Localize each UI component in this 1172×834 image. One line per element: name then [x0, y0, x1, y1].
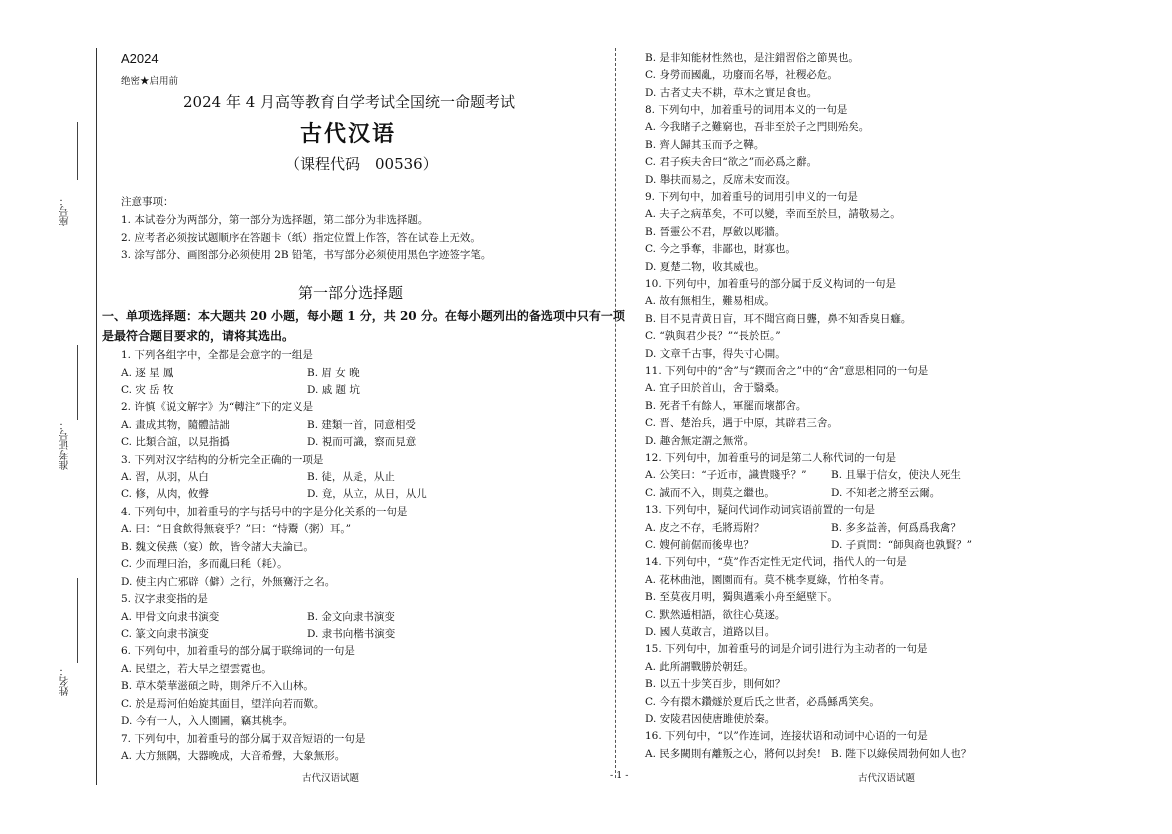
secret-mark: 绝密★启用前: [121, 76, 179, 87]
option-line: B. 多多益善，何爲爲我禽？: [831, 522, 961, 534]
option-line: D. 不知老之將至云爾。: [831, 487, 941, 499]
option-line: C. 灾 岳 牧: [121, 384, 174, 396]
option-line: D. 文章千古事，得失寸心開。: [645, 348, 786, 360]
question-line: 14. 下列句中，“莫”作否定性无定代词，指代人的一句是: [645, 556, 907, 568]
exam-title: 2024 年 4 月高等教育自学考试全国统一命题考试: [183, 93, 516, 111]
footer-right: 古代汉语试题: [858, 773, 916, 784]
option-line: C. 篆文向隶书演变: [121, 628, 209, 640]
option-line: B. 死者千有餘人，軍罷而壞都舍。: [645, 400, 807, 412]
option-line: D. 夏楚二物，收其威也。: [645, 261, 765, 273]
question-line: 9. 下列句中，加着重号的词用引申义的一句是: [645, 191, 858, 203]
question-line: 5. 汉字隶变指的是: [121, 593, 208, 605]
option-line: D. 舉扶而易之，反席未安而沒。: [645, 174, 797, 186]
question-line: 1. 下列各组字中，全都是会意字的一组是: [121, 349, 313, 361]
section-heading-cont: 是最符合题目要求的，请将其选出。: [102, 329, 295, 343]
question-line: 10. 下列句中，加着重号的部分属于反义构词的一句是: [645, 278, 897, 290]
option-line: C. 君子疾夫舍曰“欲之”而必爲之辭。: [645, 156, 818, 168]
option-line: A. 甲骨文向隶书演变: [121, 611, 220, 623]
option-line: D. 安陵君因使唐雎使於秦。: [645, 713, 776, 725]
question-line: 3. 下列对汉字结构的分析完全正确的一项是: [121, 454, 324, 466]
option-line: B. 是非知能材性然也，是注錯習俗之節異也。: [645, 52, 859, 64]
seat-line: [77, 122, 78, 180]
page-number: - 1 -: [610, 770, 629, 781]
option-line: D. 竟，从立，从日，从儿: [307, 488, 427, 500]
option-line: C. 晋、楚治兵，遇于中原，其辟君三舍。: [645, 417, 838, 429]
option-line: B. 徒，从辵，从止: [307, 471, 395, 483]
question-line: 6. 下列句中，加着重号的部分属于联绵词的一句是: [121, 645, 355, 657]
option-line: C. “孰與君少長？”“長於臣。”: [645, 330, 781, 342]
option-line: D. 隶书向楷书演变: [307, 628, 396, 640]
subject-title: 古代汉语: [300, 121, 397, 147]
option-line: D. 戚 题 坑: [307, 384, 360, 396]
option-line: A. 民多闕則有離叛之心，將何以封矣!: [645, 748, 821, 760]
option-line: B. 草木榮華滋碩之時，則斧斤不入山林。: [121, 680, 314, 692]
option-line: C. 嫂何前倨而後卑也？: [645, 539, 754, 551]
notice-item: 3. 涂写部分、画图部分必须使用 2B 铅笔，书写部分必须使用黑色字迹签字笔。: [121, 249, 492, 261]
option-line: A. 今我睹子之難窮也，吾非至於子之門則殆矣。: [645, 121, 870, 133]
course-code: （课程代码 00536）: [285, 155, 438, 173]
option-line: C. 身勞而國亂，功廢而名辱，社稷必危。: [645, 69, 838, 81]
option-line: A. 習，从羽，从白: [121, 471, 209, 483]
option-line: B. 眉 女 晚: [307, 367, 360, 379]
question-line: 12. 下列句中，加着重号的词是第二人称代词的一句是: [645, 452, 897, 464]
question-line: 13. 下列句中，疑问代词作动词宾语前置的一句是: [645, 504, 876, 516]
question-line: 16. 下列句中，“以”作连词，连接状语和动词中心语的一句是: [645, 730, 928, 742]
notice-item: 2. 应考者必须按试题顺序在答题卡（纸）指定位置上作答，答在试卷上无效。: [121, 232, 481, 244]
question-line: 2. 许慎《说文解字》为“轉注”下的定义是: [121, 401, 314, 413]
paper-code: A2024: [121, 51, 159, 66]
option-line: A. 畫成其物，隨體詰詘: [121, 419, 230, 431]
option-line: B. 晉靈公不君，厚斂以彫牆。: [645, 226, 786, 238]
option-line: C. 默然遁相語，欲往心莫逐。: [645, 609, 786, 621]
option-line: C. 於是焉河伯始旋其面目，望洋向若而歎。: [121, 698, 325, 710]
seat-label: 座号：: [60, 196, 71, 226]
question-line: 15. 下列句中，加着重号的词是介词引进行为主动者的一句是: [645, 643, 928, 655]
option-line: C. 比類合誼，以見指撝: [121, 436, 230, 448]
option-line: A. 宜子田於首山，舍于翳桑。: [645, 382, 786, 394]
question-line: 8. 下列句中，加着重号的词用本义的一句是: [645, 104, 848, 116]
option-line: D. 視而可識，察而見意: [307, 436, 417, 448]
option-line: B. 陛下以綠侯周勃何如人也？: [831, 748, 972, 760]
option-line: D. 子貢問：“師與商也孰賢？”: [831, 539, 972, 551]
part-title: 第一部分选择题: [298, 284, 404, 302]
option-line: C. 今有擐木鑽燧於夏后氏之世者，必爲鯀禹笑矣。: [645, 696, 880, 708]
option-line: A. 故有無相生，難易相成。: [645, 295, 775, 307]
option-line: C. 少而理曰治，多而亂曰秏（耗）。: [121, 558, 288, 570]
option-line: C. 今之爭奪，非鄙也，財寡也。: [645, 243, 796, 255]
left-margin-rule: [96, 48, 97, 785]
option-line: A. 曰：“日食飲得無衰乎？”曰：“恃鬻（粥）耳。”: [121, 523, 351, 535]
name-label: 姓名：: [60, 666, 71, 696]
option-line: D. 國人莫敢言，道路以目。: [645, 626, 776, 638]
option-line: D. 今有一人，入人園圃，竊其桃李。: [121, 715, 294, 727]
option-line: A. 此所謂戰勝於朝廷。: [645, 661, 754, 673]
option-line: A. 皮之不存，毛將焉附？: [645, 522, 765, 534]
admission-label: 准考证号：: [60, 420, 71, 470]
option-line: B. 金文向隶书演变: [307, 611, 395, 623]
option-line: B. 且畢于信女，使決人死生: [831, 469, 961, 481]
option-line: A. 花林曲池，園園而有。莫不桃李夏綠，竹柏冬青。: [645, 574, 891, 586]
question-line: 4. 下列句中，加着重号的字与括号中的字是分化关系的一句是: [121, 506, 408, 518]
question-line: 7. 下列句中，加着重号的部分属于双音短语的一句是: [121, 733, 366, 745]
option-line: C. 修，从肉，攸聲: [121, 488, 209, 500]
notice-item: 1. 本试卷分为两部分，第一部分为选择题，第二部分为非选择题。: [121, 214, 429, 226]
name-line: [77, 578, 78, 663]
column-divider: [615, 48, 616, 778]
option-line: A. 夫子之病革矣，不可以變，幸而至於旦，請敬易之。: [645, 208, 901, 220]
notice-title: 注意事项：: [121, 196, 174, 208]
admission-line: [77, 345, 78, 420]
option-line: C. 誠而不入，則莫之繼也。: [645, 487, 775, 499]
footer-left: 古代汉语试题: [302, 773, 360, 784]
question-line: 11. 下列句中的“舍”与“鍥而舍之”中的“舍”意思相同的一句是: [645, 365, 929, 377]
option-line: A. 大方無隅，大器晚成，大音希聲，大象無形。: [121, 750, 346, 762]
option-line: D. 古者丈夫不耕，草木之實足食也。: [645, 87, 818, 99]
option-line: B. 齊人歸其玉而予之鞾。: [645, 139, 765, 151]
option-line: A. 民望之，若大旱之望雲霓也。: [121, 663, 272, 675]
option-line: D. 趣舍無定謂之無常。: [645, 435, 755, 447]
option-line: B. 建類一首，同意相受: [307, 419, 416, 431]
option-line: D. 使主内亡邪辟（僻）之行，外無騫汙之名。: [121, 576, 336, 588]
option-line: A. 公笑曰：“子近市，識貴賤乎？”: [645, 469, 807, 481]
option-line: B. 以五十步笑百步，則何如？: [645, 678, 786, 690]
option-line: B. 魏文侯燕（宴）飲，皆令諸大夫論已。: [121, 541, 314, 553]
option-line: B. 目不見青黄日盲，耳不聞宫商日聾，鼻不知香臭日癰。: [645, 313, 912, 325]
option-line: B. 至莫夜月明，獨與邁乘小舟至絕壁下。: [645, 591, 838, 603]
option-line: A. 逐 星 鳳: [121, 367, 174, 379]
section-heading: 一、单项选择题：本大题共 20 小题，每小题 1 分，共 20 分。在每小题列出的备选项中只有一项: [102, 309, 625, 323]
